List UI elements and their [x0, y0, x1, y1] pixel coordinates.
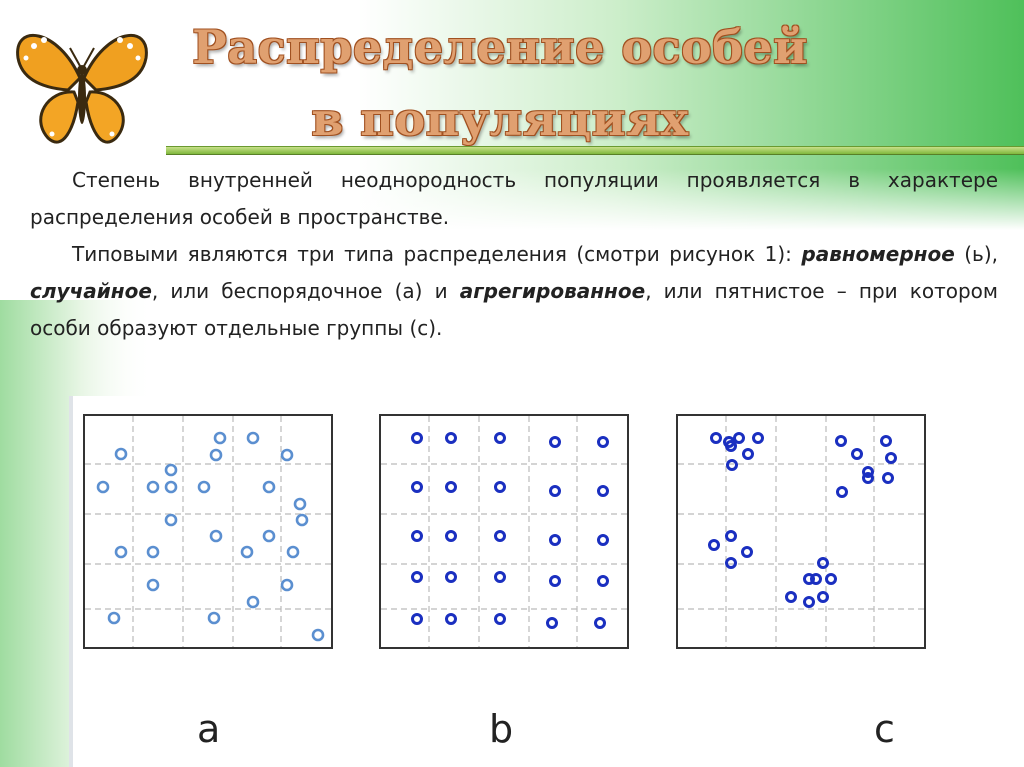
paragraph-2-tail: , или пятнистое – при котором особи образуют отдельные группы (c). [30, 279, 998, 340]
paragraph-2 [30, 236, 998, 347]
label-a: a [197, 707, 221, 751]
label-b: b [489, 707, 514, 751]
title-divider [166, 146, 1024, 155]
paragraph-2-text: (ь), [954, 242, 998, 266]
panel-c-aggregated [676, 414, 926, 649]
paragraph-2-text: , или беспорядочное (a) и [151, 279, 460, 303]
panel-a-random [83, 414, 333, 649]
slide-title-line2: в популяциях [311, 92, 689, 146]
paragraph-1: Степень внутренней неоднородность популяции проявляется в характере распределения особей в пространстве. [30, 168, 998, 229]
slide-title-line1: Распределение особей [192, 20, 808, 74]
paragraph-2-intro: Типовыми являются три типа распределения (смотри рисунок 1): [72, 242, 802, 266]
term-random: случайное [30, 279, 152, 303]
label-c: c [874, 707, 895, 751]
term-uniform: равномерное [801, 242, 955, 266]
panel-frame [677, 415, 925, 648]
panel-b-uniform [379, 414, 629, 649]
term-aggregated: агрегированное [459, 279, 646, 303]
